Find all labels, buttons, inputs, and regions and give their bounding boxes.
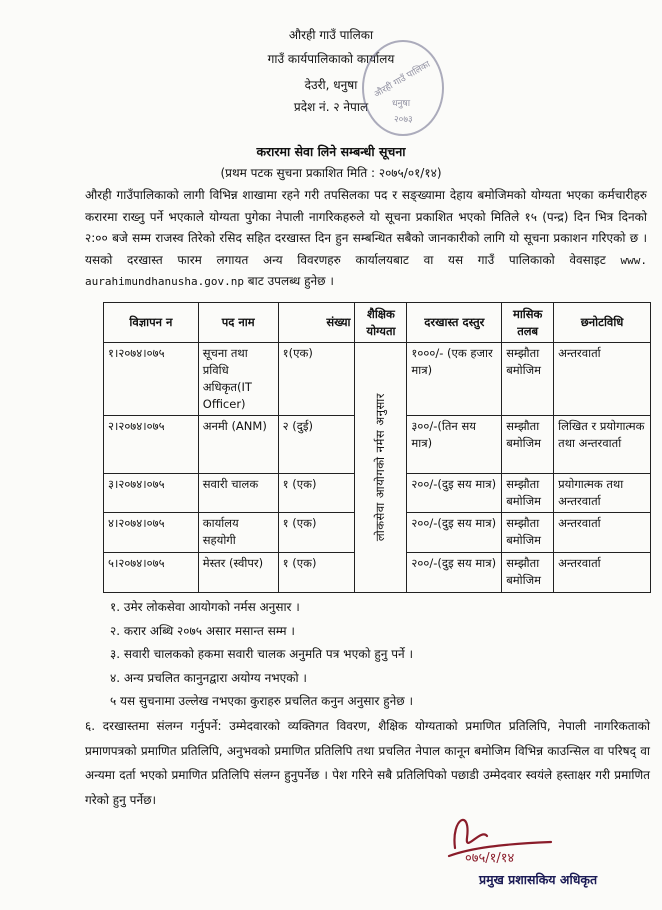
cell-method: अन्तरवार्ता — [554, 343, 651, 416]
cell-method: प्रयोगात्मक तथा अन्तरवार्ता — [554, 474, 651, 513]
cell-method: अन्तरवार्ता — [554, 513, 651, 553]
cell-post: मेस्तर (स्वीपर) — [198, 553, 278, 593]
table-row — [104, 343, 651, 416]
signatory-title: प्रमुख प्रशासकिय अधिकृत — [479, 872, 598, 887]
seal-text-3: २०७३ — [394, 115, 413, 125]
cell-salary: सम्झौता बमोजिम — [502, 513, 554, 553]
header-line-3: देउरी, धनुषा — [304, 78, 358, 92]
cell-qualification — [355, 343, 407, 593]
seal-text-1: औरही गाउँ पालिका — [372, 59, 433, 100]
vacancy-table — [103, 302, 651, 593]
handwritten-signature — [441, 808, 561, 866]
cell-ad-no: १।२०७४।०७५ — [104, 343, 199, 416]
cell-count: १ (एक) — [278, 474, 355, 513]
cell-count: १(एक) — [278, 343, 355, 416]
cell-ad-no: ४।२०७४।०७५ — [104, 513, 199, 553]
cell-post: अनमी (ANM) — [198, 416, 278, 474]
cell-post: कार्यालय सहयोगी — [198, 513, 278, 553]
header-method: छनोटविधि — [554, 303, 651, 343]
intro-text: औरही गाउँपालिकाको लागी विभिन्न शाखामा रहने गरी तपसिलका पद र सङ्ख्यामा देहाय बमोजिमको योग्यता भएका कर्मचारीहरु करारमा राख्नु पर्ने भएकाले योग्यता पुगेका नेपाली नागरिकहरुले यो सूचना प्रकाशित भएको मितिले १५ (पन्द्र) दिन भित्र दिनको २:०० बजे सम्म राजस्व तिरेको रसिद सहित दरखास्त दिन हुन सम्बन्धित सबैको जानकारीको लागि यो सूचना प्रकाशन गरिएको छ । यसको दरखास्त फारम लगायत अन्य विवरणहरु कार्यालयबाट वा यस गाउँ पालिकाको वेवसाइट — [85, 188, 647, 267]
cell-ad-no: २।२०७४।०७५ — [104, 416, 199, 474]
note-item: २. करार अब्धि २०७५ असार मसान्त सम्म । — [110, 623, 295, 638]
cell-method: लिखित र प्रयोगात्मक तथा अन्तरवार्ता — [554, 416, 651, 474]
cell-fee: ३००/-(तिन सय मात्र) — [407, 416, 502, 474]
website-link[interactable]: www. aurahimundhanusha.gov.np — [85, 253, 647, 288]
cell-post: सूचना तथा प्रविधि अधिकृत(IT Officer) — [198, 343, 278, 416]
cell-fee: १०००/- (एक हजार मात्र) — [407, 343, 502, 416]
cell-salary: सम्झौता बमोजिम — [502, 474, 554, 513]
intro-text-end: बाट उपलब्ध हुनेछ । — [247, 274, 334, 288]
cell-fee: २००/-(दुइ सय मात्र) — [407, 553, 502, 593]
header-fee: दरखास्त दस्तुर — [407, 303, 502, 343]
header-post: पद नाम — [198, 303, 278, 343]
cell-salary: सम्झौता बमोजिम — [502, 416, 554, 474]
header-salary: मासिक तलब — [502, 303, 554, 343]
cell-salary: सम्झौता बमोजिम — [502, 343, 554, 416]
intro-paragraph — [85, 185, 647, 293]
header-count: संख्या — [278, 303, 355, 343]
qualification-text: लोकसेवा आयोगको नर्मस अनुसार — [373, 393, 388, 542]
table-header-row — [104, 303, 651, 343]
note-item: ४. अन्य प्रचलित कानुनद्वारा अयोग्य नभएको । — [110, 670, 307, 685]
header-ad-no: विज्ञापन न — [104, 303, 199, 343]
header-line-2: गाउँ कार्यपालिकाको कार्यालय — [267, 52, 395, 66]
notes-list — [110, 597, 650, 715]
seal-text-2: धनुषा — [392, 99, 411, 109]
note-item-6: ६. दरखास्तमा संलग्न गर्नुपर्ने: उम्मेदवारको व्यक्तिगत विवरण, शैक्षिक योग्यताको प्रमाणित प्रतिलिपि, नेपाली नागरिकताको प्रमाणपत्रको प्रमाणित प्रतिलिपि, अनुभवको प्रमाणित प्रतिलिपि तथा प्रचलित नेपाल कानून बमोजिम विभिन्न काउन्सिल वा परिषद् वा अन्यमा दर्ता भएको प्रमाणित प्रतिलिपि संलग्न हुनुपर्नेछ । पेश गरिने सबै प्रतिलिपिको पछाडी उम्मेदवार स्वयंले हस्ताक्षर गरी प्रमाणित गरेको हुनु पर्नेछ। — [85, 719, 650, 807]
notice-subtitle: (प्रथम पटक सुचना प्रकाशित मिति : २०७५/०१/१४) — [220, 166, 442, 180]
cell-post: सवारी चालक — [198, 474, 278, 513]
header-line-4: प्रदेश नं. २ नेपाल — [293, 100, 369, 114]
note-item: ३. सवारी चालकको हकमा सवारी चालक अनुमति पत्र भएको हुनु पर्ने । — [110, 647, 414, 661]
cell-fee: २००/-(दुइ सय मात्र) — [407, 513, 502, 553]
cell-count: १ (एक) — [278, 553, 355, 593]
cell-salary: सम्झौता बमोजिम — [502, 553, 554, 593]
cell-ad-no: ५।२०७४।०७५ — [104, 553, 199, 593]
cell-ad-no: ३।२०७४।०७५ — [104, 474, 199, 513]
header-qualification: शैक्षिक योग्यता — [355, 303, 407, 343]
signature-date: ०७५/१/१४ — [465, 851, 515, 866]
cell-count: १ (एक) — [278, 513, 355, 553]
cell-fee: २००/-(दुइ सय मात्र) — [407, 474, 502, 513]
header-line-1: औरही गाउँ पालिका — [288, 28, 374, 42]
note-item: ५ यस सुचनामा उल्लेख नभएका कुराहरु प्रचलित कनुन अनुसार हुनेछ । — [110, 694, 414, 708]
cell-method: अन्तरवार्ता — [554, 553, 651, 593]
notice-title: करारमा सेवा लिने सम्बन्धी सूचना — [256, 144, 406, 159]
office-seal — [362, 40, 444, 136]
cell-count: २ (दुई) — [278, 416, 355, 474]
note-item: १. उमेर लोकसेवा आयोगको नर्मस अनुसार । — [110, 600, 300, 614]
